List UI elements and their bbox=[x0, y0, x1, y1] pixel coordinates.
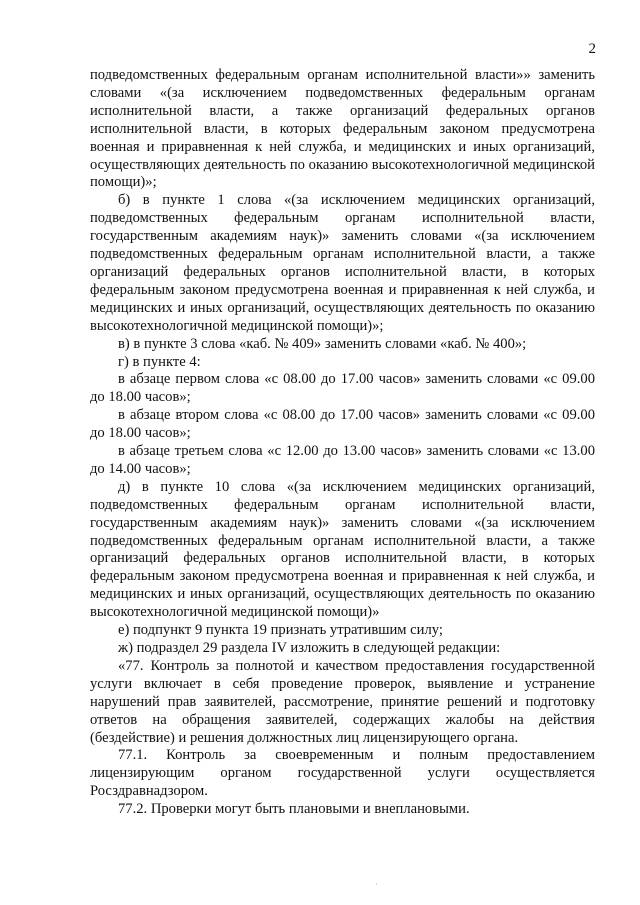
scan-speck: · bbox=[375, 880, 378, 889]
page-number: 2 bbox=[588, 41, 596, 57]
paragraph-item-v: в) в пункте 3 слова «каб. № 409» заменить словами «каб. № 400»; bbox=[118, 335, 527, 352]
paragraph-item-d: д) в пункте 10 слова «(за исключением медицинских организаций, подведомственных федеральным органам исполнительной власти, государственным академиям наук)» заменить словами «(за исключением подведомственных федеральным органам исполнительной власти, а также организаций федеральных органов исполнительной власти, в которых федеральным законом предусмотрена военная и приравненная к ней служба, и медицинских и иных организаций, осуществляющих деятельность по оказанию высокотехнологичной медицинской помощи)» bbox=[90, 478, 595, 621]
document-body bbox=[90, 67, 595, 819]
paragraph-item-b: б) в пункте 1 слова «(за исключением медицинских организаций, подведомственных федеральным органам исполнительной власти, государственным академиям наук)» заменить словами «(за исключением подведомственных федеральным органам исполнительной власти, а также организаций федеральных органов исполнительной власти, в которых федеральным законом предусмотрена военная и приравненная к ней служба, и медицинских и иных организаций, осуществляющих деятельность по оказанию высокотехнологичной медицинской помощи)»; bbox=[90, 192, 595, 334]
paragraph-77: «77. Контроль за полнотой и качеством предоставления государственной услуги включает в себя проведение проверок, выявление и устранение нарушений прав заявителей, рассмотрение, принятие решений и подготовку ответов на обращения заявителей, содержащих жалобы на действия (бездействие) и решения должностных лиц лицензирующего органа. bbox=[90, 657, 595, 746]
paragraph-77-1: 77.1. Контроль за своевременным и полным предоставлением лицензирующим органом государственной услуги осуществляется Росздравнадзором. bbox=[90, 747, 595, 800]
paragraph-continuation: подведомственных федеральным органам исполнительной власти»» заменить словами «(за исключением подведомственных федеральным органам исполнительной власти, а также организаций федеральных органов исполнительной власти, в которых федеральным законом предусмотрена военная и приравненная к ней служба, и медицинских и иных организаций, осуществляющих деятельность по оказанию высокотехнологичной медицинской помощи)»; bbox=[90, 67, 595, 191]
paragraph-item-zh: ж) подраздел 29 раздела IV изложить в следующей редакции: bbox=[118, 640, 501, 656]
paragraph-abzac-1: в абзаце первом слова «с 08.00 до 17.00 часов» заменить словами «с 09.00 до 18.00 часов»; bbox=[90, 371, 595, 406]
paragraph-item-e: е) подпункт 9 пункта 19 признать утратившим силу; bbox=[118, 622, 443, 639]
paragraph-abzac-2: в абзаце втором слова «с 08.00 до 17.00 часов» заменить словами «с 09.00 до 18.00 часов»; bbox=[90, 407, 595, 442]
paragraph-item-g: г) в пункте 4: bbox=[118, 353, 201, 370]
paragraph-abzac-3: в абзаце третьем слова «с 12.00 до 13.00 часов» заменить словами «с 13.00 до 14.00 часов»; bbox=[90, 443, 595, 477]
paragraph-77-2: 77.2. Проверки могут быть плановыми и внеплановыми. bbox=[118, 801, 470, 818]
